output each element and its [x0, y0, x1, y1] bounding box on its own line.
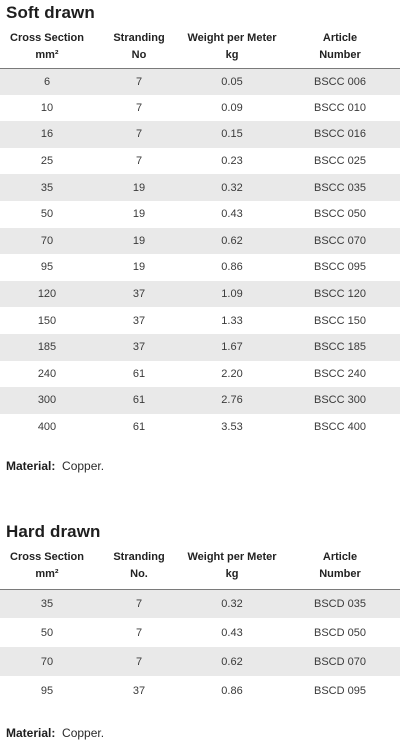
table-row — [0, 334, 400, 361]
cell-stranding: 19 — [94, 174, 184, 201]
cell-weight: 0.32 — [184, 174, 280, 201]
table-row — [0, 174, 400, 201]
cell-stranding: 7 — [94, 647, 184, 676]
cell-article-number: BSCD 070 — [280, 647, 400, 676]
table-row — [0, 254, 400, 281]
header-article — [280, 549, 400, 589]
cell-stranding: 19 — [132, 261, 146, 274]
header-weight-line1: Weight per Meter — [187, 551, 277, 563]
table-row — [0, 228, 400, 255]
header-weight-line1: Weight per Meter — [187, 32, 277, 44]
cell-cross-section: 300 — [0, 387, 94, 414]
cell-cross-section: 185 — [0, 334, 94, 361]
header-stranding-line2: No — [131, 49, 147, 61]
cell-article-number: BSCC 010 — [314, 101, 366, 114]
table-row — [0, 68, 400, 95]
cell-cross-section: 120 — [0, 281, 94, 308]
cell-article-number: BSCC 070 — [280, 228, 400, 255]
soft-table-body — [0, 68, 400, 440]
table-row — [0, 148, 400, 175]
header-cross-section-line1: Cross Section — [10, 32, 84, 44]
cell-stranding: 7 — [94, 68, 184, 95]
header-weight — [184, 549, 280, 589]
header-stranding-line1: Stranding — [113, 32, 165, 44]
cell-weight: 3.53 — [221, 421, 243, 434]
soft-drawn-title: Soft drawn — [6, 3, 95, 22]
cell-cross-section: 50 — [40, 626, 54, 639]
cell-weight: 0.32 — [184, 589, 280, 618]
header-article-line1: Article — [322, 551, 358, 563]
cell-stranding: 7 — [94, 121, 184, 148]
cell-stranding: 7 — [135, 155, 143, 168]
cell-stranding: 19 — [94, 228, 184, 255]
cell-cross-section: 95 — [40, 684, 54, 697]
cell-cross-section: 16 — [0, 121, 94, 148]
cell-article-number: BSCC 050 — [314, 208, 366, 221]
cell-weight: 0.43 — [221, 626, 243, 639]
hard-drawn-table — [0, 549, 400, 705]
header-cross-section — [0, 30, 94, 68]
cell-cross-section: 70 — [0, 228, 94, 255]
cell-weight: 0.05 — [184, 68, 280, 95]
table-row — [0, 414, 400, 441]
cell-article-number: BSCD 095 — [314, 684, 366, 697]
cell-cross-section: 10 — [40, 101, 54, 114]
cell-article-number: BSCC 006 — [280, 68, 400, 95]
cell-article-number: BSCC 150 — [314, 314, 366, 327]
cell-article-number: BSCC 095 — [314, 261, 366, 274]
cell-weight: 1.33 — [221, 314, 243, 327]
cell-article-number: BSCC 025 — [314, 155, 366, 168]
header-stranding — [94, 30, 184, 68]
cell-weight: 0.62 — [184, 228, 280, 255]
cell-weight: 1.67 — [184, 334, 280, 361]
material-label: Material: — [6, 726, 56, 740]
header-stranding-line2: No. — [130, 568, 148, 580]
cell-stranding: 37 — [132, 314, 146, 327]
cell-article-number: BSCC 400 — [314, 421, 366, 434]
cell-cross-section: 150 — [37, 314, 57, 327]
cell-stranding: 19 — [132, 208, 146, 221]
header-weight-unit: kg — [225, 49, 239, 61]
cell-stranding: 37 — [94, 334, 184, 361]
cell-stranding: 37 — [94, 281, 184, 308]
table-row — [0, 201, 400, 228]
table-row — [0, 647, 400, 676]
cell-article-number: BSCC 300 — [280, 387, 400, 414]
soft-header-row — [0, 30, 400, 68]
header-cross-section — [0, 549, 94, 589]
cell-article-number: BSCC 185 — [280, 334, 400, 361]
table-row — [0, 307, 400, 334]
cell-article-number: BSCC 035 — [280, 174, 400, 201]
header-weight-unit: kg — [225, 568, 239, 580]
table-row — [0, 676, 400, 705]
material-label: Material: — [6, 459, 56, 473]
cell-cross-section: 70 — [0, 647, 94, 676]
cell-weight: 0.15 — [184, 121, 280, 148]
hard-drawn-title: Hard drawn — [6, 522, 101, 541]
cell-article-number: BSCD 035 — [280, 589, 400, 618]
header-cross-section-unit: mm² — [35, 568, 59, 580]
header-stranding — [94, 549, 184, 589]
header-cross-section-unit: mm² — [35, 49, 59, 61]
table-row — [0, 387, 400, 414]
table-row — [0, 361, 400, 388]
cell-stranding: 61 — [132, 367, 146, 380]
cell-weight: 2.20 — [221, 367, 243, 380]
cell-stranding: 7 — [135, 626, 143, 639]
header-article-line2: Number — [319, 49, 361, 61]
cell-cross-section: 400 — [37, 421, 57, 434]
header-weight — [184, 30, 280, 68]
cell-cross-section: 6 — [0, 68, 94, 95]
cell-weight: 2.76 — [184, 387, 280, 414]
soft-drawn-table — [0, 30, 400, 440]
cell-stranding: 7 — [94, 589, 184, 618]
soft-material-note — [6, 459, 104, 473]
cell-cross-section: 240 — [37, 367, 57, 380]
header-article-line2: Number — [319, 568, 361, 580]
cell-cross-section: 50 — [40, 208, 54, 221]
material-value: Copper. — [62, 459, 105, 473]
header-cross-section-line1: Cross Section — [10, 551, 84, 563]
cell-article-number: BSCD 050 — [314, 626, 366, 639]
hard-table-body — [0, 589, 400, 705]
table-row — [0, 121, 400, 148]
cell-article-number: BSCC 240 — [314, 367, 366, 380]
table-row — [0, 281, 400, 308]
cell-weight: 0.62 — [184, 647, 280, 676]
cell-weight: 0.86 — [221, 261, 243, 274]
header-stranding-line1: Stranding — [113, 551, 165, 563]
material-value: Copper. — [62, 726, 105, 740]
hard-material-note — [6, 726, 104, 740]
cell-cross-section: 25 — [40, 155, 54, 168]
table-row — [0, 618, 400, 647]
cell-stranding: 61 — [132, 421, 146, 434]
cell-stranding: 61 — [94, 387, 184, 414]
cell-article-number: BSCC 120 — [280, 281, 400, 308]
table-row — [0, 95, 400, 122]
cell-weight: 0.23 — [221, 155, 243, 168]
cell-cross-section: 35 — [0, 589, 94, 618]
hard-header-row — [0, 549, 400, 589]
cell-stranding: 37 — [132, 684, 146, 697]
header-article-line1: Article — [322, 32, 358, 44]
cell-weight: 0.09 — [221, 101, 243, 114]
cell-stranding: 7 — [135, 101, 143, 114]
cell-weight: 0.86 — [221, 684, 243, 697]
cell-cross-section: 35 — [0, 174, 94, 201]
table-row — [0, 589, 400, 618]
header-article — [280, 30, 400, 68]
cell-article-number: BSCC 016 — [280, 121, 400, 148]
cell-weight: 0.43 — [221, 208, 243, 221]
cell-cross-section: 95 — [40, 261, 54, 274]
cell-weight: 1.09 — [184, 281, 280, 308]
